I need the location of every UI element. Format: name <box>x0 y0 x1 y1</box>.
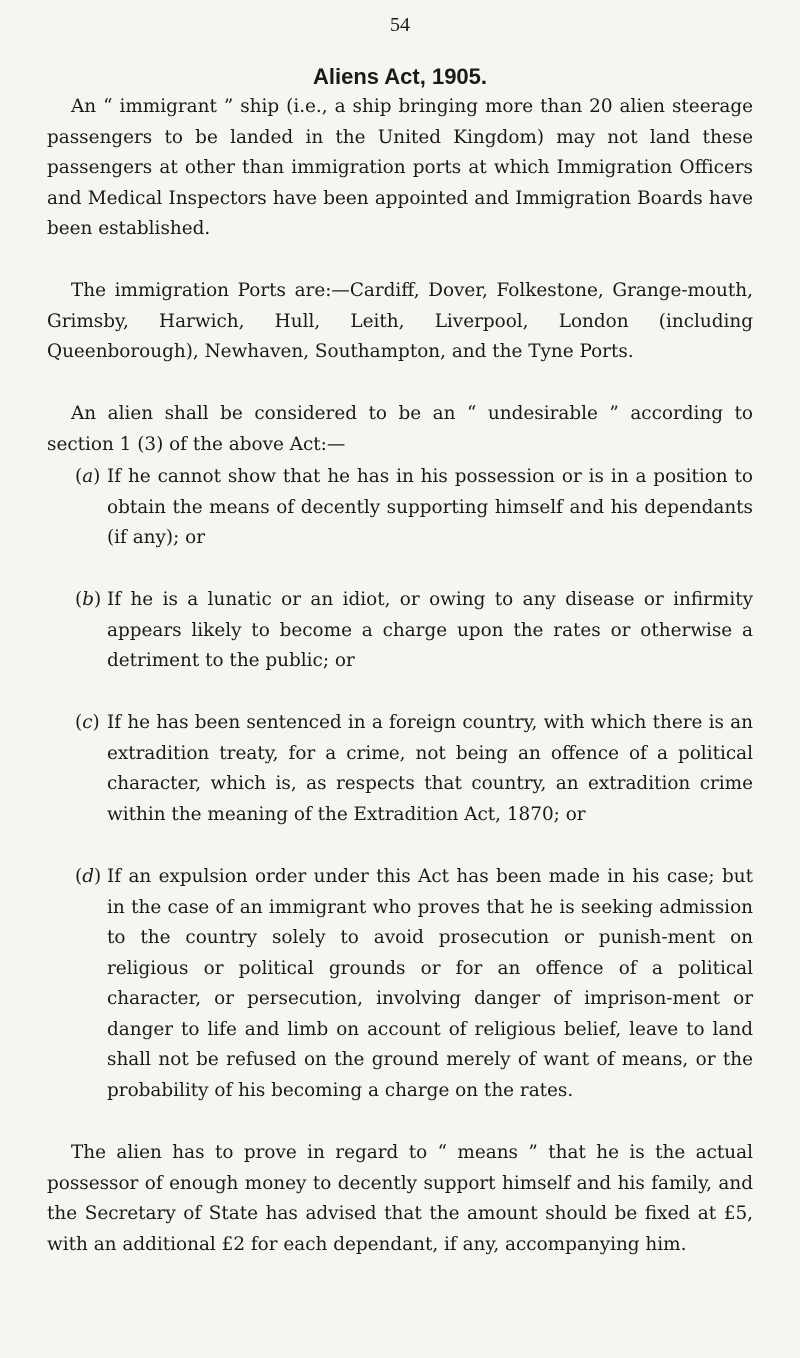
clause-a-text: If he cannot show that he has in his possession or is in a position to obtain the means of decently supporting himself and his dependants (if any); or <box>107 466 753 548</box>
paragraph-means-requirement: The alien has to prove in regard to “ means ” that he is the actual possessor of enough money to decently support himself and his family, and the Secretary of State has advised that the amount should be fixed at £5, with an additional £2 for each dependant, if any, accompanying him. <box>47 1142 753 1255</box>
clause-b-text: If he is a lunatic or an idiot, or owing to any disease or infirmity appears likely to become a charge upon the rates or otherwise a detriment to the public; or <box>107 589 753 671</box>
clause-d <box>75 862 753 1106</box>
clause-b <box>75 585 753 677</box>
paragraph-undesirable-definition: An alien shall be considered to be an “ undesirable ” according to section 1 (3) of the above Act:— <box>47 403 753 455</box>
paragraph-immigrant-ship: An “ immigrant ” ship (i.e., a ship bringing more than 20 alien steerage passengers to be landed in the United Kingdom) may not land these passengers at other than immigration ports at which Immigration Officers and Medical Inspectors have been appointed and Immigration Boards have been established. <box>47 96 753 239</box>
clause-c-text: If he has been sentenced in a foreign country, with which there is an extradition treaty, for a crime, not being an offence of a political character, which is, as respects that country, an extradition crime within the meaning of the Extradition Act, 1870; or <box>107 712 753 825</box>
clause-b-letter: (b) <box>75 589 102 610</box>
clause-a-letter: (a) <box>75 466 101 487</box>
clause-d-text: If an expulsion order under this Act has been made in his case; but in the case of an immigrant who proves that he is seeking admission to the country solely to avoid prosecution or punish-ment on religious or political grounds or for an offence of a political character, or persecution, involving danger of imprison-ment or danger to life and limb on account of religious belief, leave to land shall not be refused on the ground merely of want of means, or the probability of his becoming a charge on the rates. <box>107 866 753 1101</box>
clause-a <box>75 462 753 554</box>
page-heading: Aliens Act, 1905. <box>312 64 488 89</box>
paragraph-immigration-ports: The immigration Ports are:—Cardiff, Dover, Folkestone, Grange-mouth, Grimsby, Harwich, Hull, Leith, Liverpool, London (including Queenborough), Newhaven, Southampton, and the Tyne Ports. <box>47 280 753 362</box>
clause-c-letter: (c) <box>75 712 100 733</box>
clause-c <box>75 708 753 830</box>
clause-d-letter: (d) <box>75 866 102 887</box>
page-number: 54 <box>390 14 410 36</box>
